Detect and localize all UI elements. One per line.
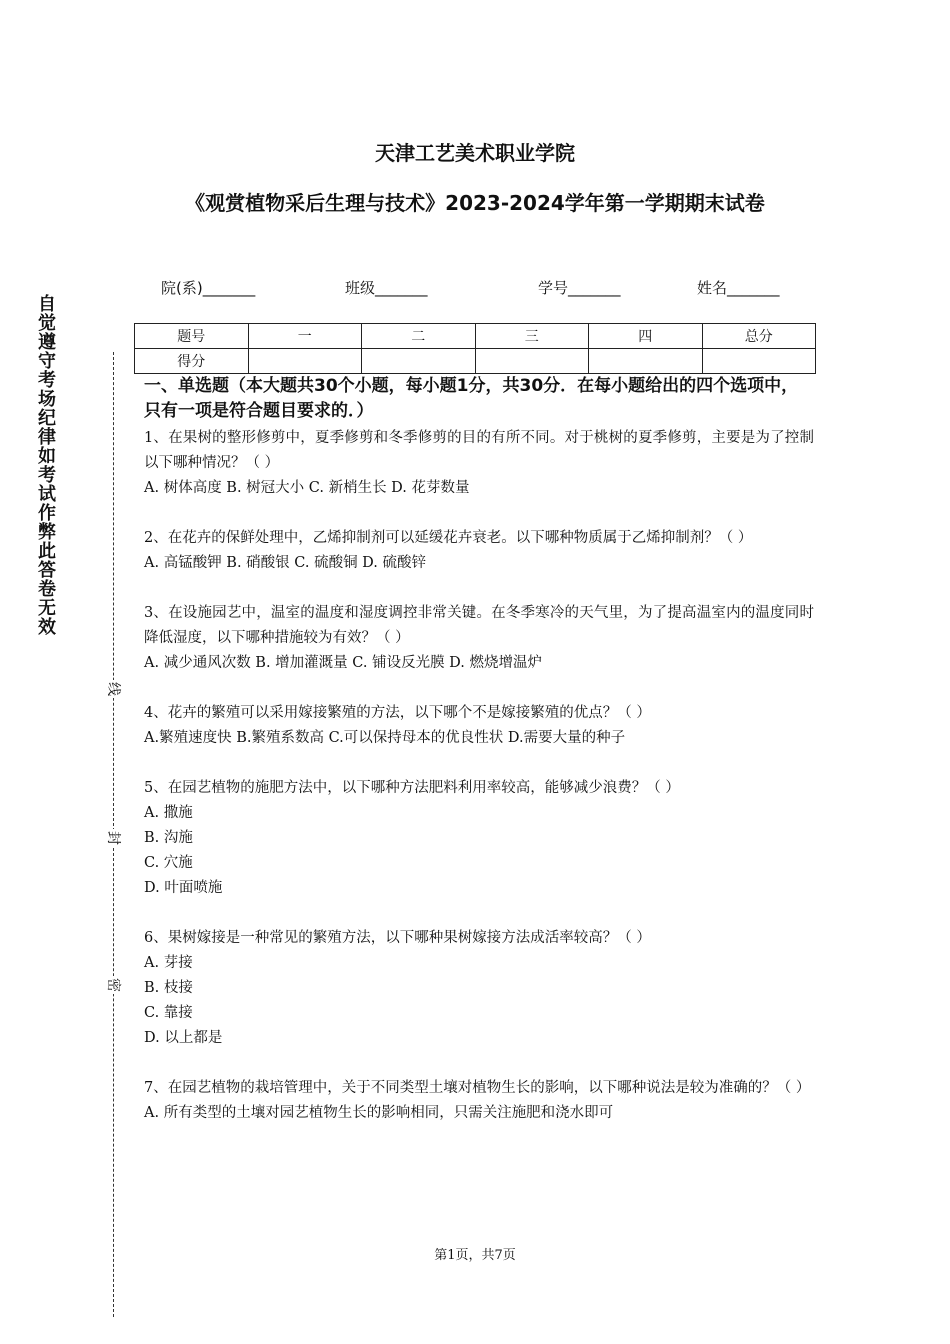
option-c: C. 靠接 — [144, 1005, 193, 1021]
section-heading: 一、单选题（本大题共30个小题，每小题1分，共30分．在每小题给出的四个选项中，只有一项是符合题目要求的．） — [144, 376, 799, 421]
score-table-cell: 二 — [362, 324, 476, 349]
score-table — [134, 323, 816, 374]
option-a: A. 所有类型的土壤对园艺植物生长的影响相同，只需关注施肥和浇水即可 — [144, 1105, 614, 1121]
binding-mark-secret: 密 — [105, 978, 121, 992]
question-1 — [144, 426, 814, 501]
name-field: 姓名_______ — [697, 279, 780, 297]
question-stem: 6、果树嫁接是一种常见的繁殖方法，以下哪种果树嫁接方法成活率较高？（ ） — [144, 930, 651, 946]
score-table-cell: 总分 — [702, 324, 816, 349]
exam-title: 《观赏植物采后生理与技术》2023-2024学年第一学期期末试卷 — [185, 191, 765, 215]
score-table-cell: 一 — [248, 324, 362, 349]
score-input-cell[interactable] — [589, 349, 703, 374]
score-input-cell[interactable] — [362, 349, 476, 374]
class-field: 班级_______ — [345, 279, 428, 297]
school-name: 天津工艺美术职业学院 — [375, 141, 575, 165]
page-footer: 第1页，共7页 — [434, 1248, 516, 1263]
question-options: A. 树体高度 B. 树冠大小 C. 新梢生长 D. 花芽数量 — [144, 480, 470, 496]
score-table-header-row — [135, 324, 816, 349]
score-table-cell: 题号 — [135, 324, 249, 349]
student-info-row — [0, 277, 950, 299]
question-stem: 3、在设施园艺中，温室的温度和湿度调控非常关键。在冬季寒冷的天气里，为了提高温室内的温度同时降低湿度，以下哪种措施较为有效？（ ） — [144, 605, 814, 646]
department-field: 院(系)_______ — [161, 279, 256, 297]
question-4 — [144, 701, 814, 751]
question-7 — [144, 1076, 814, 1126]
question-stem: 7、在园艺植物的栽培管理中，关于不同类型土壤对植物生长的影响，以下哪种说法是较为准确的？（ ） — [144, 1080, 811, 1096]
question-options: A. 减少通风次数 B. 增加灌溉量 C. 铺设反光膜 D. 燃烧增温炉 — [144, 655, 543, 671]
question-2 — [144, 526, 814, 576]
question-stem: 4、花卉的繁殖可以采用嫁接繁殖的方法，以下哪个不是嫁接繁殖的优点？（ ） — [144, 705, 651, 721]
option-a: A. 芽接 — [144, 955, 193, 971]
student-id-field: 学号_______ — [538, 279, 621, 297]
score-table-cell: 四 — [589, 324, 703, 349]
question-options: A.繁殖速度快 B.繁殖系数高 C.可以保持母本的优良性状 D.需要大量的种子 — [144, 730, 626, 746]
score-table-cell: 三 — [475, 324, 589, 349]
question-5 — [144, 776, 814, 901]
score-table-cell: 得分 — [135, 349, 249, 374]
option-d: D. 以上都是 — [144, 1030, 223, 1046]
score-input-cell[interactable] — [475, 349, 589, 374]
question-stem: 5、在园艺植物的施肥方法中，以下哪种方法肥料利用率较高，能够减少浪费？（ ） — [144, 780, 680, 796]
question-area — [144, 374, 814, 1151]
option-b: B. 沟施 — [144, 830, 193, 846]
binding-mark-seal: 封 — [105, 831, 121, 845]
option-b: B. 枝接 — [144, 980, 193, 996]
question-stem: 1、在果树的整形修剪中，夏季修剪和冬季修剪的目的有所不同。对于桃树的夏季修剪，主要是为了控制以下哪种情况？（ ） — [144, 430, 814, 471]
score-table-score-row — [135, 349, 816, 374]
score-input-cell[interactable] — [248, 349, 362, 374]
question-3 — [144, 601, 814, 676]
question-options: A. 高锰酸钾 B. 硝酸银 C. 硫酸铜 D. 硫酸锌 — [144, 555, 427, 571]
exam-discipline-warning: 自觉遵守考场纪律如考试作弊此答卷无效 — [35, 294, 56, 636]
question-stem: 2、在花卉的保鲜处理中，乙烯抑制剂可以延缓花卉衰老。以下哪种物质属于乙烯抑制剂？（ ） — [144, 530, 753, 546]
option-d: D. 叶面喷施 — [144, 880, 223, 896]
option-c: C. 穴施 — [144, 855, 193, 871]
score-input-cell[interactable] — [702, 349, 816, 374]
binding-mark-line: 线 — [105, 682, 121, 696]
option-a: A. 撒施 — [144, 805, 193, 821]
question-6 — [144, 926, 814, 1051]
